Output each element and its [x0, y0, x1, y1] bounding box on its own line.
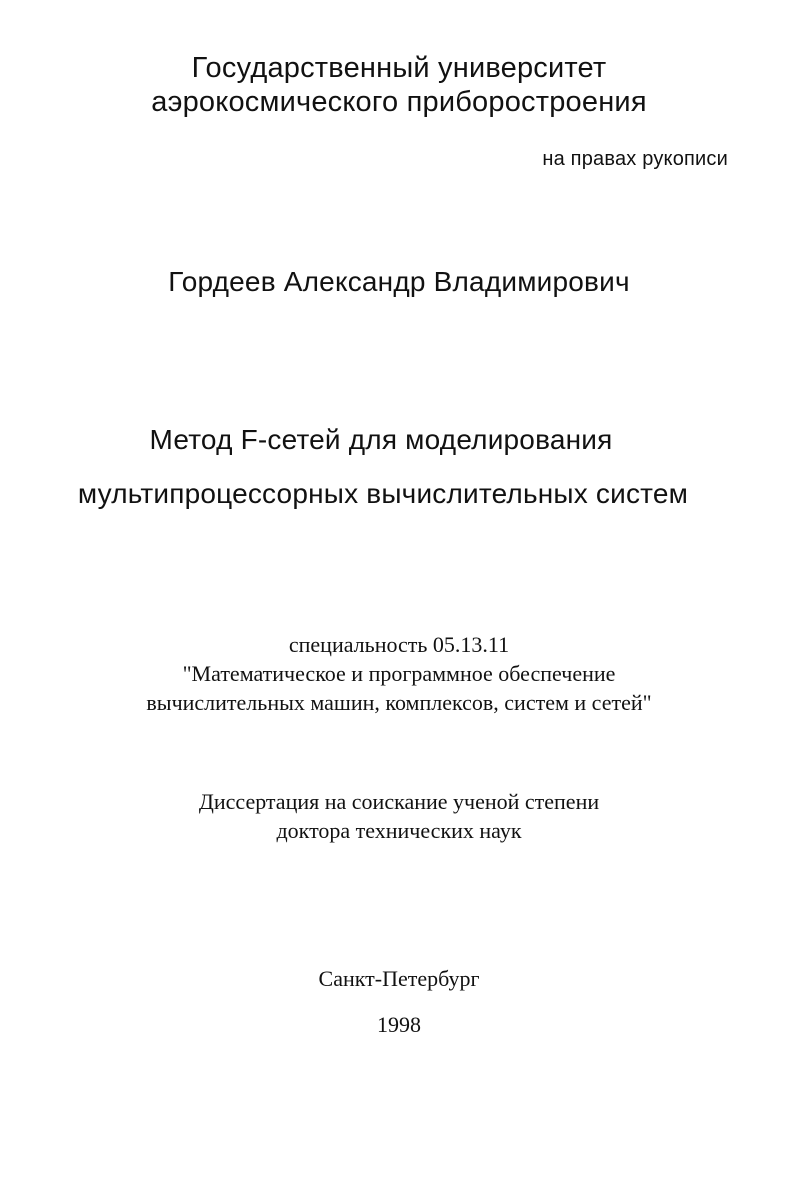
university-name-line2: аэрокосмического приборостроения	[151, 86, 647, 118]
university-name-line1: Государственный университет	[191, 52, 607, 84]
degree-line1: Диссертация на соискание ученой степени	[198, 789, 600, 814]
specialty-name-line2: вычислительных машин, комплексов, систем и сетей"	[146, 690, 652, 715]
manuscript-note: на правах рукописи	[542, 148, 728, 170]
author-name: Гордеев Александр Владимирович	[168, 266, 630, 297]
specialty-name-line1: "Математическое и программное обеспечение	[182, 661, 616, 686]
dissertation-title-line2: мультипроцессорных вычислительных систем	[77, 478, 689, 509]
degree-line2: доктора технических наук	[276, 818, 522, 843]
city: Санкт-Петербург	[318, 966, 480, 991]
specialty-code: специальность 05.13.11	[288, 632, 510, 657]
year: 1998	[377, 1012, 421, 1037]
dissertation-title-line1: Метод F-сетей для моделирования	[149, 424, 613, 455]
